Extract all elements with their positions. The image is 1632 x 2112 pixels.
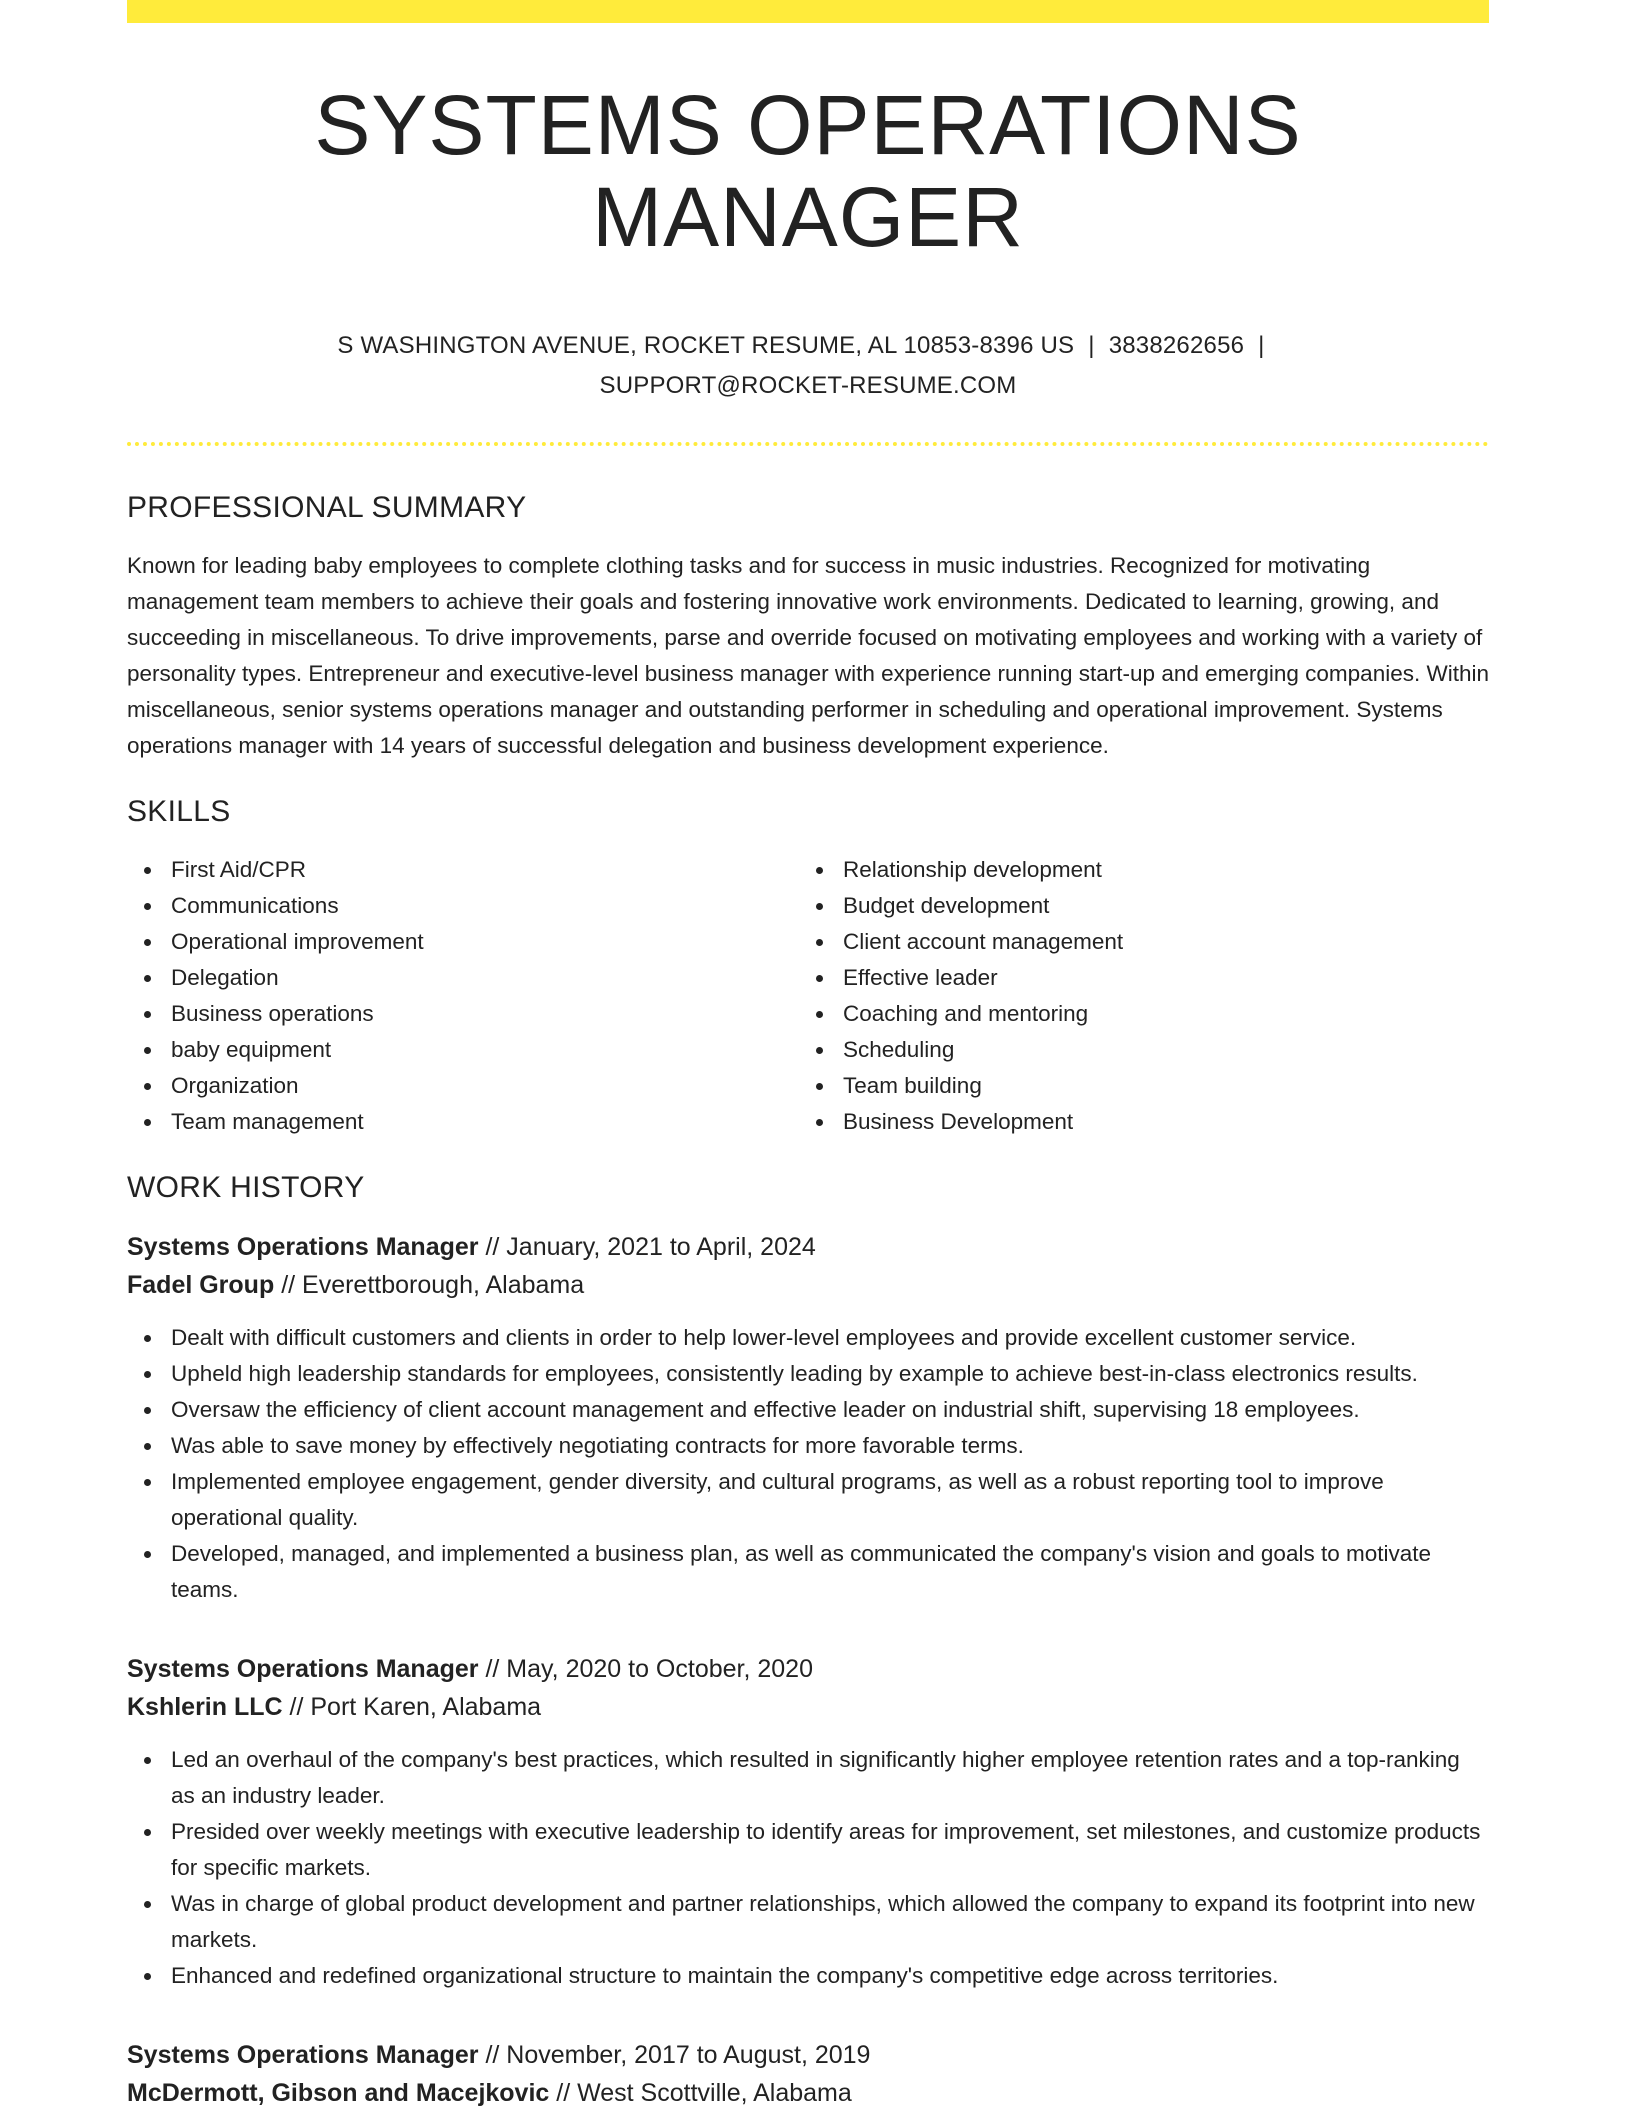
skill-item: Coaching and mentoring <box>843 996 1471 1032</box>
job-role: Systems Operations Manager <box>127 1654 479 1683</box>
skill-item: First Aid/CPR <box>171 852 799 888</box>
job-bullet: Oversaw the efficiency of client account management and effective leader on industrial shift, supervising 18 employees. <box>171 1392 1489 1428</box>
skill-item: Business operations <box>171 996 799 1032</box>
job-title-line <box>127 1228 1489 1266</box>
job-dates: // January, 2021 to April, 2024 <box>485 1232 816 1261</box>
job-location: // Everettborough, Alabama <box>281 1270 585 1299</box>
job-location: // Port Karen, Alabama <box>289 1692 542 1721</box>
skill-item: Budget development <box>843 888 1471 924</box>
skill-item: Team management <box>171 1104 799 1140</box>
skill-item: Team building <box>843 1068 1471 1104</box>
resume-title: SYSTEMS OPERATIONS MANAGER <box>314 78 1302 265</box>
job-entry <box>127 1650 1489 1994</box>
summary-text: Known for leading baby employees to complete clothing tasks and for success in music industries. Recognized for motivating management team members to achieve their goals and fostering innovative work environments. Dedicated to learning, growing, and succeeding in miscellaneous. To drive improvements, parse and override focused on motivating employees and working with a variety of personality types. Entrepreneur and executive-level business manager with experience running start-up and emerging companies. Within miscellaneous, senior systems operations manager and outstanding performer in scheduling and operational improvement. Systems operations manager with 14 years of successful delegation and business development experience. <box>127 552 1489 758</box>
job-bullet: Was able to save money by effectively negotiating contracts for more favorable terms. <box>171 1428 1489 1464</box>
job-bullet: Upheld high leadership standards for employees, consistently leading by example to achieve best-in-class electronics results. <box>171 1356 1489 1392</box>
job-company: Fadel Group <box>127 1270 275 1299</box>
job-bullet: Enhanced and redefined organizational structure to maintain the company's competitive edge across territories. <box>171 1958 1489 1994</box>
job-bullet: Dealt with difficult customers and clients in order to help lower-level employees and provide excellent customer service. <box>171 1320 1489 1356</box>
skill-item: Communications <box>171 888 799 924</box>
job-role: Systems Operations Manager <box>127 1232 479 1261</box>
skill-item: Relationship development <box>843 852 1471 888</box>
job-entry <box>127 2036 1489 2112</box>
skills-column-left <box>127 852 799 1140</box>
job-title-line <box>127 2036 1489 2074</box>
job-bullets <box>127 1320 1489 1608</box>
job-dates: // May, 2020 to October, 2020 <box>485 1654 813 1683</box>
skill-item: Business Development <box>843 1104 1471 1140</box>
skill-item: Scheduling <box>843 1032 1471 1068</box>
job-bullets <box>127 1742 1489 1994</box>
dotted-divider <box>127 442 1489 446</box>
contact-info <box>127 326 1489 406</box>
skill-item: Delegation <box>171 960 799 996</box>
summary-heading: PROFESSIONAL SUMMARY <box>127 490 527 524</box>
address: S WASHINGTON AVENUE, ROCKET RESUME, AL 10853-8396 US <box>337 331 1075 359</box>
accent-bar <box>127 0 1489 23</box>
job-company: Kshlerin LLC <box>127 1692 283 1721</box>
skills-heading: SKILLS <box>127 794 231 828</box>
job-company: McDermott, Gibson and Macejkovic <box>127 2078 550 2107</box>
resume-page <box>127 0 1489 2112</box>
job-entry <box>127 1228 1489 1608</box>
skill-item: baby equipment <box>171 1032 799 1068</box>
skill-item: Effective leader <box>843 960 1471 996</box>
job-bullet: Developed, managed, and implemented a business plan, as well as communicated the company's vision and goals to motivate teams. <box>171 1536 1489 1608</box>
job-bullet: Led an overhaul of the company's best practices, which resulted in significantly higher employee retention rates and a top-ranking as an industry leader. <box>171 1742 1489 1814</box>
job-bullet: Presided over weekly meetings with executive leadership to identify areas for improvement, set milestones, and customize products for specific markets. <box>171 1814 1489 1886</box>
job-company-line <box>127 1688 1489 1726</box>
job-bullet: Was in charge of global product development and partner relationships, which allowed the company to expand its footprint into new markets. <box>171 1886 1489 1958</box>
contact-separator: | <box>1088 331 1095 359</box>
skills-column-right <box>799 852 1471 1140</box>
skill-item: Client account management <box>843 924 1471 960</box>
email: SUPPORT@ROCKET-RESUME.COM <box>599 371 1017 399</box>
job-location: // West Scottville, Alabama <box>556 2078 852 2107</box>
work-history-heading: WORK HISTORY <box>127 1170 365 1204</box>
skill-item: Operational improvement <box>171 924 799 960</box>
phone: 3838262656 <box>1108 331 1245 359</box>
job-dates: // November, 2017 to August, 2019 <box>485 2040 871 2069</box>
job-role: Systems Operations Manager <box>127 2040 479 2069</box>
skill-item: Organization <box>171 1068 799 1104</box>
contact-separator: | <box>1258 331 1265 359</box>
job-company-line <box>127 2074 1489 2112</box>
skills-list <box>127 852 1489 1140</box>
job-company-line <box>127 1266 1489 1304</box>
job-bullet: Implemented employee engagement, gender diversity, and cultural programs, as well as a robust reporting tool to improve operational quality. <box>171 1464 1489 1536</box>
job-title-line <box>127 1650 1489 1688</box>
